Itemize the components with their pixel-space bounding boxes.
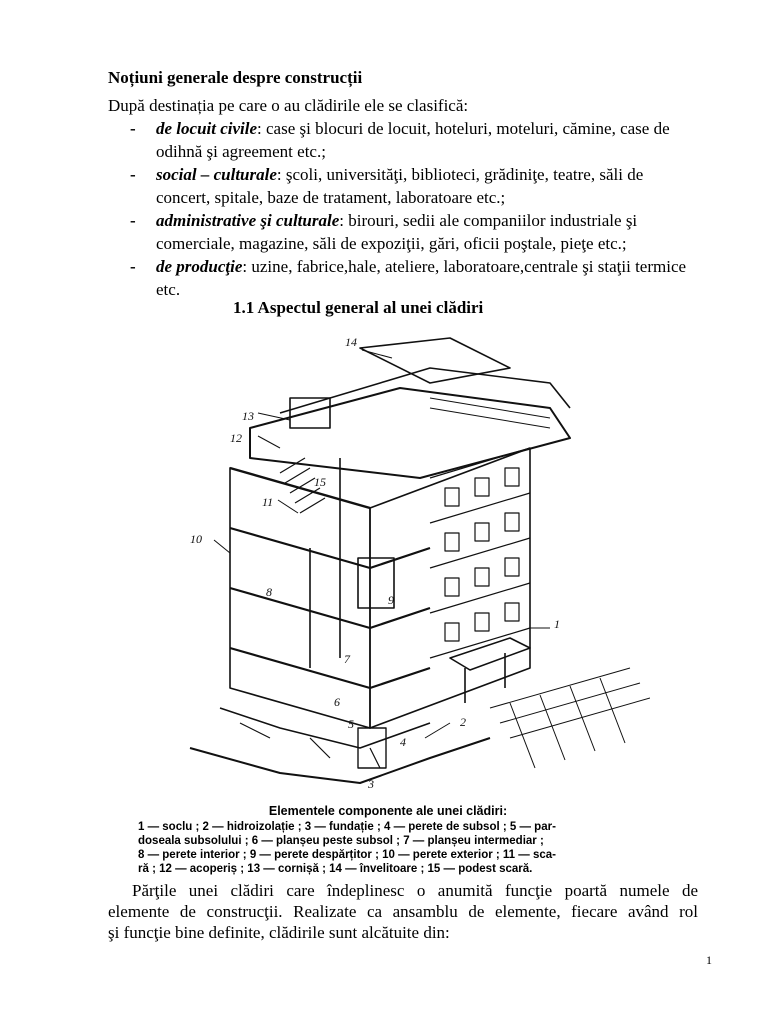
figure-label: 8 xyxy=(266,585,272,599)
list-item xyxy=(130,209,700,255)
building-cutaway-illustration xyxy=(130,328,650,798)
classification-list xyxy=(130,117,700,301)
figure-label: 1 xyxy=(554,617,560,631)
list-item xyxy=(130,117,700,163)
list-bullet: - xyxy=(130,211,136,230)
paragraph-line: elemente de construcţii. Realizate ca ansamblu de elemente, fiecare având rol xyxy=(108,902,698,921)
list-term: administrative şi culturale xyxy=(156,211,340,230)
figure-label: 12 xyxy=(230,431,242,445)
subsection-heading: 1.1 Aspectul general al unei clădiri xyxy=(233,298,484,317)
figure-label: 5 xyxy=(348,717,354,731)
figure-label: 2 xyxy=(460,715,466,729)
figure-label: 13 xyxy=(242,409,254,423)
figure-label: 15 xyxy=(314,475,326,489)
section-heading: Noțiuni generale despre construcții xyxy=(108,68,363,87)
list-item xyxy=(130,163,700,209)
figure-label: 6 xyxy=(334,695,340,709)
list-term: de producţie xyxy=(156,257,243,276)
figure-label: 11 xyxy=(262,495,274,509)
figure-label: 7 xyxy=(344,652,350,666)
list-item xyxy=(130,255,700,301)
list-bullet: - xyxy=(130,257,136,276)
caption-line: 8 — perete interior ; 9 — perete despărțitor ; 10 — perete exterior ; 11 — sca- xyxy=(138,849,556,861)
caption-line: ră ; 12 — acoperiș ; 13 — cornișă ; 14 — învelitoare ; 15 — podest scară. xyxy=(138,863,533,875)
list-bullet: - xyxy=(130,119,136,138)
list-text: : şcoli, universităţi, biblioteci, grădiniţe, teatre, săli de concert, spitale, baze de tratament, laboratoare etc.; xyxy=(156,165,644,207)
figure-label: 4 xyxy=(400,735,406,749)
figure-caption xyxy=(138,804,638,876)
figure-label: 3 xyxy=(368,777,374,791)
figure-label: 10 xyxy=(190,532,202,546)
figure-label: 14 xyxy=(345,335,357,349)
paragraph-line: şi funcţie bine definite, clădirile sunt alcătuite din: xyxy=(108,923,450,942)
caption-title: Elementele componente ale unei clădiri: xyxy=(268,804,508,818)
body-paragraph xyxy=(108,880,698,943)
page-number: 1 xyxy=(706,953,712,967)
list-bullet: - xyxy=(130,165,136,184)
figure-label: 9 xyxy=(388,593,394,607)
paragraph-line: Părţile unei clădiri care îndeplinesc o anumită funcţie poartă numele de xyxy=(132,881,698,900)
list-text: : birouri, sedii ale companiilor industriale şi comerciale, magazine, săli de expoziţii, gări, oficii poştale, pieţe etc.; xyxy=(156,211,638,253)
caption-line: 1 — soclu ; 2 — hidroizolație ; 3 — fundație ; 4 — perete de subsol ; 5 — par- xyxy=(138,821,556,833)
list-term: social – culturale xyxy=(156,165,277,184)
list-text: : case şi blocuri de locuit, hoteluri, moteluri, cămine, case de odihnă şi agreement etc.; xyxy=(156,119,670,161)
list-text: : uzine, fabrice,hale, ateliere, laboratoare,centrale şi staţii termice etc. xyxy=(156,257,687,299)
list-term: de locuit civile xyxy=(156,119,258,138)
intro-sentence: După destinația pe care o au clădirile ele se clasifică: xyxy=(108,96,469,115)
caption-line: doseala subsolului ; 6 — planșeu peste subsol ; 7 — planșeu intermediar ; xyxy=(138,835,544,847)
